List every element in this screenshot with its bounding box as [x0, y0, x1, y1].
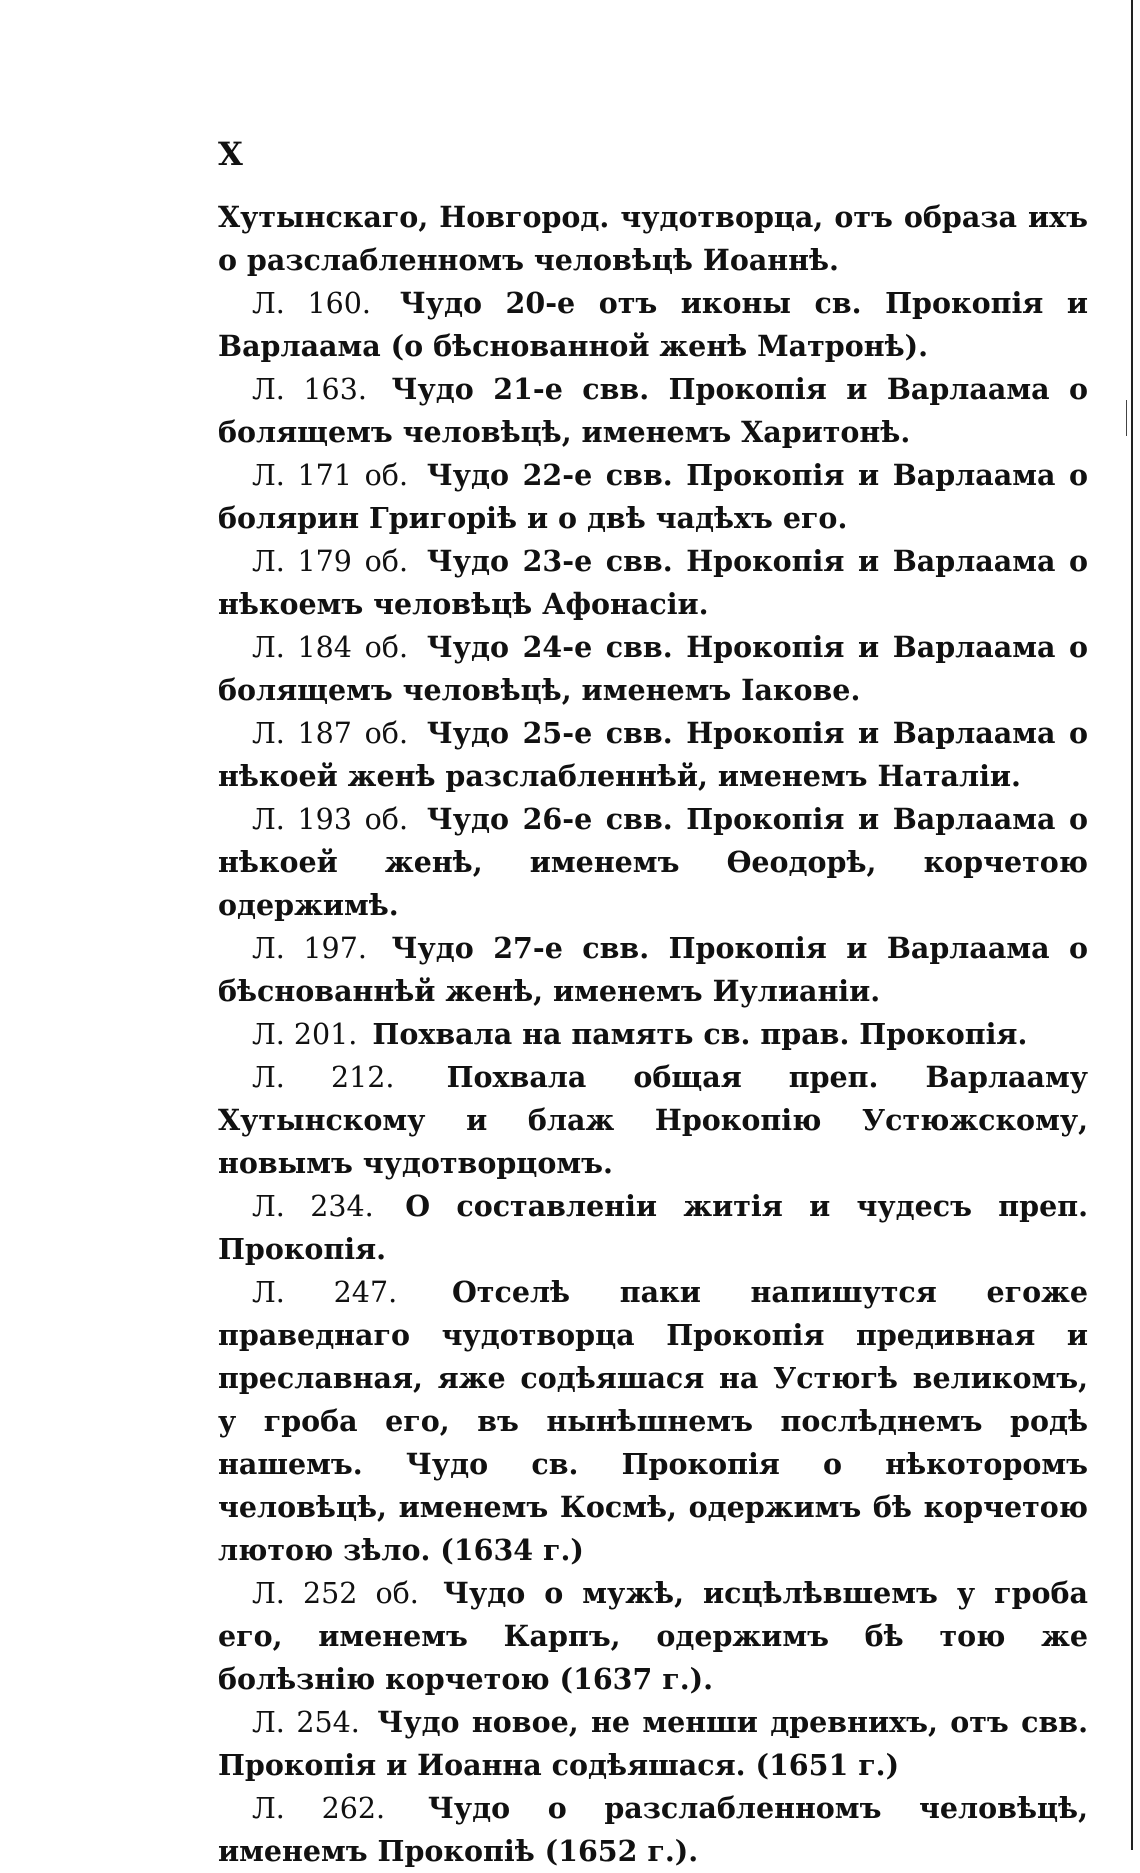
entry-ref: Л. 179 об. — [252, 545, 409, 578]
entry-text: Отселѣ паки напишутся егоже праведнаго чудотворца Прокопія предивная и преславная, яже содѣяшася на Устюгѣ великомъ, у гроба его, въ нынѣшнемъ послѣднемъ родѣ нашемъ. Чудо св. Прокопія о нѣкоторомъ человѣцѣ, именемъ Космѣ, одержимъ бѣ корчетою лютою зѣло. (1634 г.) — [218, 1275, 1089, 1567]
entry-text: Чудо 24-е свв. Нрокопія и Варлаама о болящемъ человѣцѣ, именемъ Іакове. — [218, 630, 1089, 707]
entry-text: Чудо о мужѣ, исцѣлѣвшемъ у гроба его, именемъ Карпъ, одержимъ бѣ тою же болѣзнію корчетою (1637 г.). — [218, 1576, 1089, 1696]
entry-ref: Л. 262. — [252, 1792, 386, 1825]
entry-text: Чудо 21-е свв. Прокопія и Варлаама о болящемъ человѣцѣ, именемъ Харитонѣ. — [218, 372, 1089, 449]
entry-text: Чудо 20-е отъ иконы св. Прокопія и Варлаама (о бѣснованной женѣ Матронѣ). — [218, 286, 1089, 363]
entry-ref: Л. 201. — [252, 1018, 358, 1051]
page-folio: X — [218, 135, 243, 173]
entry-ref: Л. 184 об. — [252, 631, 409, 664]
entry-ref: Л. 212. — [252, 1061, 395, 1094]
entry-text: Чудо 27-е свв. Прокопія и Варлаама о бѣснованнѣй женѣ, именемъ Иулианіи. — [218, 931, 1089, 1008]
entry-paragraph — [218, 368, 1088, 454]
entry-paragraph — [218, 626, 1088, 712]
entry-paragraph — [218, 1701, 1088, 1787]
entry-paragraph — [218, 927, 1088, 1013]
entry-text: Чудо о разслабленномъ человѣцѣ, именемъ Прокопіѣ (1652 г.). — [218, 1791, 1089, 1868]
entry-ref: Л. 234. — [252, 1190, 374, 1223]
entry-paragraph — [218, 1013, 1088, 1056]
entry-paragraph — [218, 1271, 1088, 1572]
entry-ref: Л. 187 об. — [252, 717, 409, 750]
entry-text: Чудо 22-е свв. Прокопія и Варлаама о болярин Григоріѣ и о двѣ чадѣхъ его. — [218, 458, 1089, 535]
entry-paragraph — [218, 282, 1088, 368]
page-text — [218, 196, 1088, 1873]
entry-text: Чудо новое, не менши древнихъ, отъ свв. Прокопія и Иоанна содѣяшася. (1651 г.) — [218, 1705, 1089, 1782]
lead-paragraph — [218, 196, 1088, 282]
entry-ref: Л. 171 об. — [252, 459, 409, 492]
entry-ref: Л. 197. — [252, 932, 367, 965]
entry-text: О составленіи житія и чудесъ преп. Прокопія. — [218, 1189, 1089, 1266]
entry-paragraph — [218, 798, 1088, 927]
entry-paragraph — [218, 540, 1088, 626]
entry-ref: Л. 163. — [252, 373, 367, 406]
entry-paragraph — [218, 454, 1088, 540]
entry-text: Чудо 23-е свв. Нрокопія и Варлаама о нѣкоемъ человѣцѣ Афонасіи. — [218, 544, 1089, 621]
entry-text: Чудо 25-е свв. Нрокопія и Варлаама о нѣкоей женѣ разслабленнѣй, именемъ Наталіи. — [218, 716, 1089, 793]
entry-ref: Л. 193 об. — [252, 803, 409, 836]
entry-text: Чудо 26-е свв. Прокопія и Варлаама о нѣкоей женѣ, именемъ Ѳеодорѣ, корчетою одержимѣ. — [218, 802, 1089, 922]
entry-ref: Л. 252 об. — [252, 1577, 419, 1610]
entry-paragraph — [218, 1185, 1088, 1271]
entry-paragraph — [218, 712, 1088, 798]
entry-text: Похвала общая преп. Варлааму Хутынскому и блаж Нрокопію Устюжскому, новымъ чудотворцомъ. — [218, 1060, 1088, 1180]
entry-paragraph — [218, 1572, 1088, 1701]
entry-ref: Л. 160. — [252, 287, 371, 320]
entry-ref: Л. 247. — [252, 1276, 398, 1309]
margin-mark — [1126, 400, 1127, 436]
page-edge-line — [1131, 0, 1133, 1850]
lead-text: Хутынскаго, Новгород. чудотворца, отъ образа ихъ о разслабленномъ человѣцѣ Иоаннѣ. — [218, 200, 1088, 277]
entry-text: Похвала на память св. прав. Прокопія. — [372, 1017, 1028, 1051]
entry-paragraph — [218, 1787, 1088, 1873]
entry-ref: Л. 254. — [252, 1706, 360, 1739]
entry-paragraph — [218, 1056, 1088, 1185]
